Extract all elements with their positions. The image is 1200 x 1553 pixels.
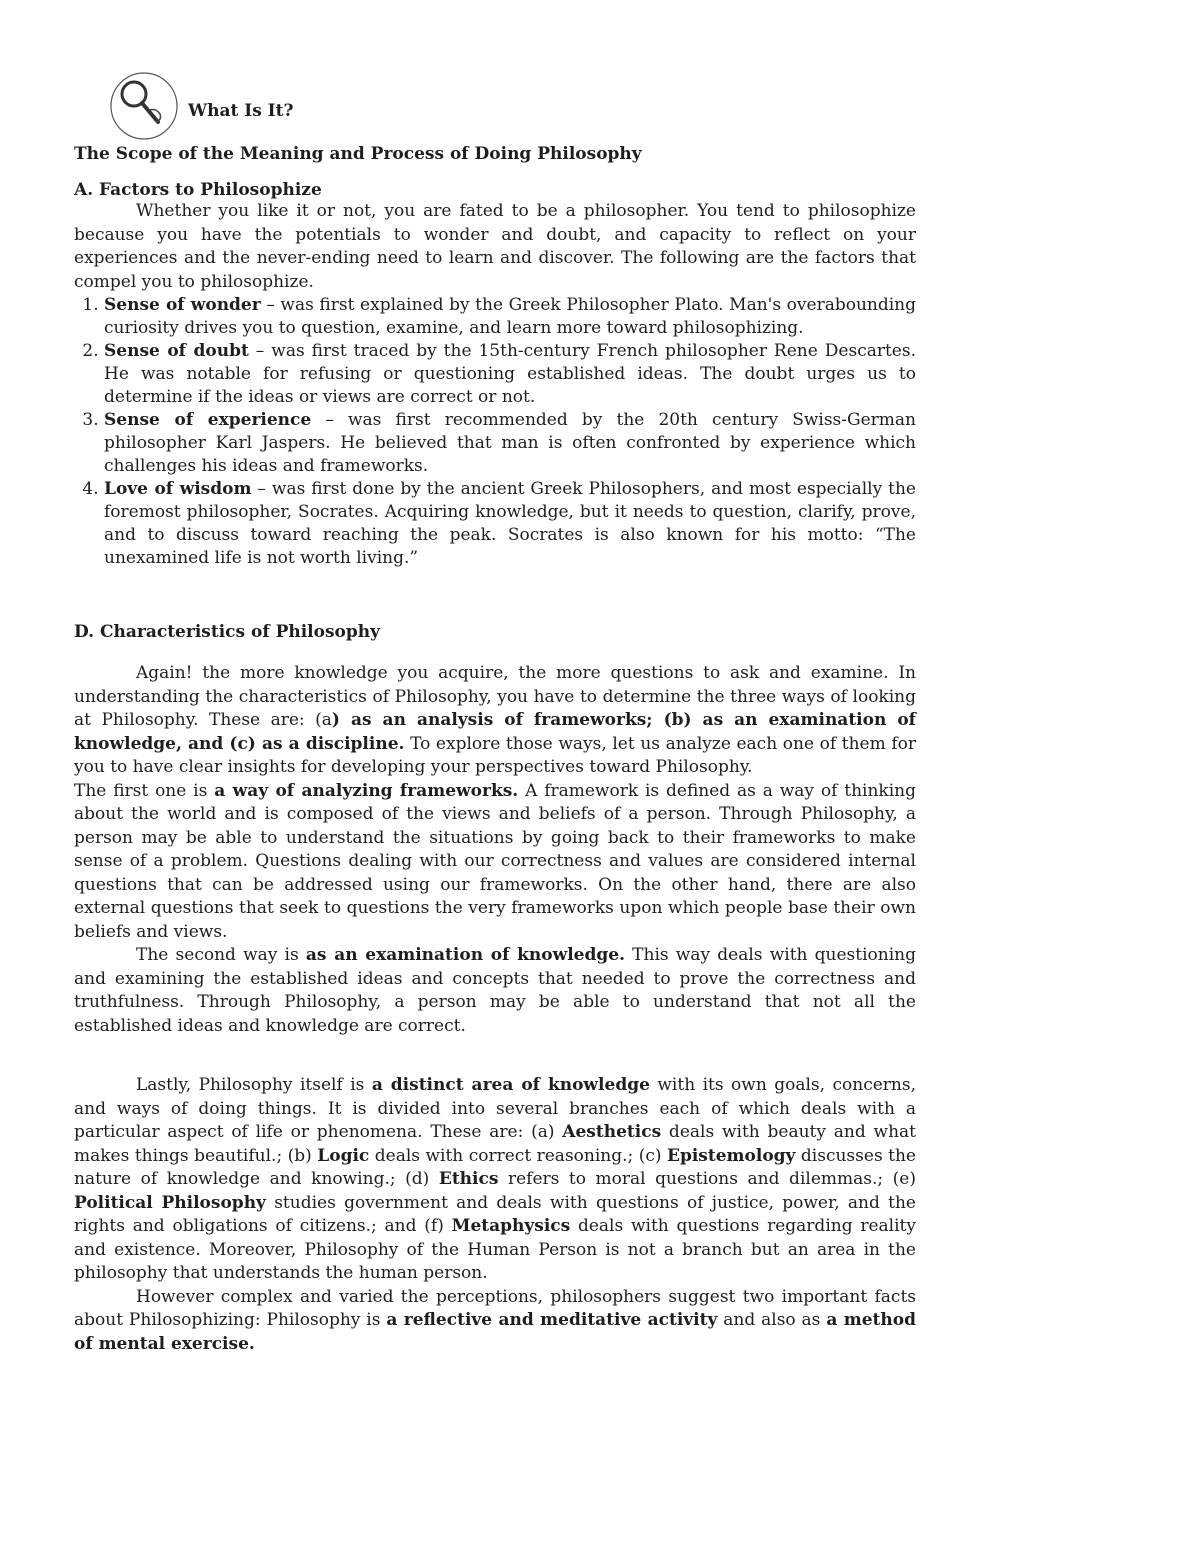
paragraph-ways xyxy=(74,662,916,780)
list-item-term: Sense of wonder xyxy=(104,295,261,315)
header-title: What Is It? xyxy=(188,101,294,121)
text-run: discusses the nature of knowledge and knowing.; (d) xyxy=(74,1145,916,1189)
spacer xyxy=(74,1038,916,1074)
list-item-text: – was first done by the ancient Greek Philosophers, and most especially the foremost philosopher, Socrates. Acquiring knowledge, but it needs to question, clarify, prove, and to discuss toward reaching the peak. Socrates is also known for his motto: “The unexamined life is not worth living.” xyxy=(104,479,916,568)
text-run: deals with beauty and what makes things beautiful.; (b) xyxy=(74,1122,916,1166)
bold-run: Logic xyxy=(317,1145,370,1166)
text-run: studies government and deals with questions of justice, power, and the rights and obligations of citizens.; and (f) xyxy=(74,1192,916,1236)
magnifying-glass-icon xyxy=(106,70,182,142)
list-item xyxy=(104,294,916,340)
bold-run: Epistemology xyxy=(667,1145,796,1166)
text-run: with its own goals, concerns, and ways of doing things. It is divided into several branches each of which deals with a particular aspect of life or phenomena. These are: (a) xyxy=(74,1075,916,1142)
list-item-text: – was first explained by the Greek Philosopher Plato. Man's overabounding curiosity drives you to question, examine, and learn more toward philosophizing. xyxy=(104,295,916,338)
section-header xyxy=(106,70,916,142)
page-subtitle: The Scope of the Meaning and Process of Doing Philosophy xyxy=(74,144,642,164)
bold-run: Metaphysics xyxy=(451,1216,571,1236)
list-item xyxy=(104,340,916,409)
paragraph-frameworks xyxy=(74,780,916,945)
paragraph-discipline xyxy=(74,1074,916,1286)
bold-run: ) as an analysis of frameworks; (b) as an examination of knowledge, and (c) as a discipline. xyxy=(74,710,916,754)
text-run: To explore those ways, let us analyze each one of them for you to have clear insights for developing your perspectives toward Philosophy. xyxy=(74,733,916,777)
factors-list xyxy=(74,294,916,570)
text-run: This way deals with questioning and examining the established ideas and concepts that needed to prove the correctness and truthfulness. Through Philosophy, a person may be able to understand that not all the established ideas and knowledge are correct. xyxy=(74,945,916,1036)
bold-run: as an examination of knowledge. xyxy=(305,945,625,965)
list-item xyxy=(104,409,916,478)
text-run: deals with correct reasoning.; (c) xyxy=(369,1145,667,1166)
text-run: A framework is defined as a way of thinking about the world and is composed of the views and beliefs of a person. Through Philosophy, a person may be able to understand the situations by going back to their frameworks to make sense of a problem. Questions dealing with our correctness and values are considered internal questions that can be addressed using our frameworks. On the other hand, there are also external questions that seek to questions the very frameworks upon which people base their own beliefs and views. xyxy=(74,780,916,942)
bold-run: a method of mental exercise. xyxy=(74,1310,916,1354)
text-run: deals with questions regarding reality and existence. Moreover, Philosophy of the Human Person is not a branch but an area in the philosophy that understands the human person. xyxy=(74,1216,916,1283)
bold-run: Political Philosophy xyxy=(74,1192,266,1213)
text-run: Lastly, Philosophy itself is xyxy=(136,1075,372,1095)
bold-run: Ethics xyxy=(438,1169,499,1189)
bold-run: a distinct area of knowledge xyxy=(371,1075,650,1095)
document-page xyxy=(74,70,916,1356)
list-item-term: Sense of doubt xyxy=(104,341,249,361)
text-run: The first one is xyxy=(74,780,215,801)
text-run: Again! the more knowledge you acquire, the more questions to ask and examine. In understanding the characteristics of Philosophy, you have to determine the three ways of looking at Philosophy. These are: (a xyxy=(74,663,916,730)
list-item xyxy=(104,478,916,570)
list-item-term: Love of wisdom xyxy=(104,479,252,499)
paragraph-knowledge xyxy=(74,944,916,1038)
text-run: refers to moral questions and dilemmas.; (e) xyxy=(498,1169,916,1189)
section-a-intro: Whether you like it or not, you are fated to be a philosopher. You tend to philosophize because you have the potentials to wonder and doubt, and capacity to reflect on your experiences and the never-ending need to learn and discover. The following are the factors that compel you to philosophize. xyxy=(74,201,916,292)
section-a-heading: A. Factors to Philosophize xyxy=(74,180,322,200)
list-item-text: – was first recommended by the 20th century Swiss-German philosopher Karl Jaspers. He believed that man is often confronted by experience which challenges his ideas and frameworks. xyxy=(104,410,916,476)
bold-run: a way of analyzing frameworks. xyxy=(214,780,519,801)
list-item-term: Sense of experience xyxy=(104,410,312,430)
text-run: The second way is xyxy=(136,945,306,965)
section-d-heading: D. Characteristics of Philosophy xyxy=(74,622,381,642)
text-run: and also as xyxy=(717,1310,827,1330)
bold-run: Aesthetics xyxy=(562,1122,662,1142)
paragraph-conclusion xyxy=(74,1286,916,1357)
list-item-text: – was first traced by the 15th-century French philosopher Rene Descartes. He was notable for refusing or questioning established ideas. The doubt urges us to determine if the ideas or views are correct or not. xyxy=(104,341,916,407)
text-run: However complex and varied the perceptions, philosophers suggest two important facts about Philosophizing: Philosophy is xyxy=(74,1286,916,1330)
bold-run: a reflective and meditative activity xyxy=(386,1310,718,1330)
